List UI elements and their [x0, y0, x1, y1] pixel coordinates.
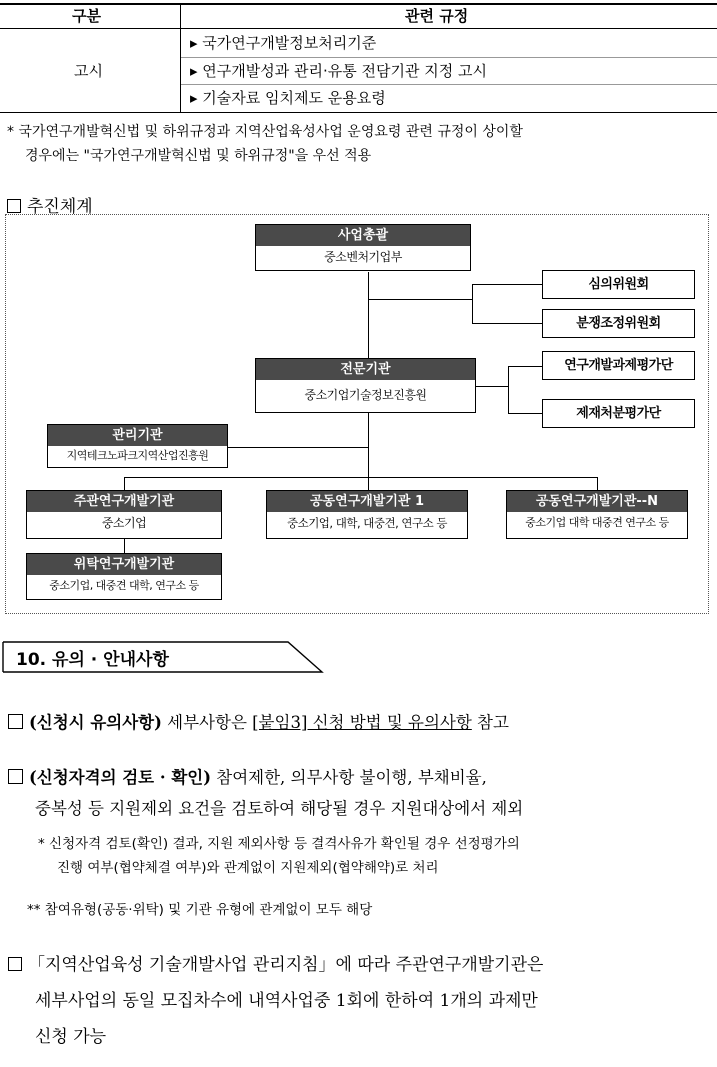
org-node-lead [26, 490, 222, 539]
header-category: 구분 [72, 7, 101, 25]
node-title: 사업총괄 [256, 225, 470, 246]
org-node-center [255, 358, 476, 413]
eligibility-note1-line1: * 신청자격 검토(확인) 결과, 지원 제외사항 등 결격사유가 확인될 경우 선정평가의 [38, 836, 520, 852]
p1-text: 세부사항은 [161, 713, 253, 732]
p1-bold: (신청시 유의사항) [29, 713, 162, 732]
checkbox-square-icon [8, 769, 23, 784]
node-body: 중소기업 [101, 516, 147, 530]
regulation-item: ▸ 연구개발성과 관리·유통 전담기관 지정 고시 [190, 62, 487, 80]
table-column-divider [180, 4, 181, 113]
paragraph-apply-notes [8, 709, 509, 737]
category-cell: 고시 [74, 62, 103, 80]
p3-line1: 「지역산업육성 기술개발사업 관리지침」에 따라 주관연구개발기관은 [28, 955, 544, 975]
connector-line [368, 413, 369, 490]
table-note-line2: 경우에는 "국가연구개발혁신법 및 하위규정"을 우선 적용 [25, 148, 372, 164]
connector-line [476, 386, 508, 387]
org-node-joint1 [266, 490, 468, 539]
connector-line [472, 323, 542, 324]
table-row-rule [181, 84, 717, 85]
node-body: 중소기업기술정보진흥원 [304, 388, 427, 402]
connector-line [228, 447, 369, 448]
eligibility-note1-line2: 진행 여부(협약체결 여부)와 관계없이 지원제외(협약해약)로 처리 [57, 860, 439, 876]
eval-box: 제재처분평가단 [542, 399, 695, 428]
paragraph-eligibility-line2: 중복성 등 지원제외 요건을 검토하여 해당될 경우 지원대상에서 제외 [35, 799, 524, 818]
connector-line [124, 477, 125, 490]
node-title: 전문기관 [256, 359, 475, 380]
p2-line1: 참여제한, 의무사항 불이행, 부채비율, [211, 768, 487, 787]
connector-line [597, 477, 598, 490]
node-body: 중소기업, 대학, 대중견, 연구소 등 [286, 516, 447, 530]
connector-line [368, 299, 472, 300]
node-body: 중소기업, 대중견 대학, 연구소 등 [49, 579, 199, 592]
committee-box: 심의위원회 [542, 270, 695, 299]
table-top-rule [0, 3, 717, 5]
checkbox-square-icon [7, 199, 21, 213]
committee-box: 분쟁조정위원회 [542, 309, 695, 338]
section-heading: 10. 유의 · 안내사항 [16, 650, 169, 670]
checkbox-square-icon [8, 957, 22, 971]
checkbox-square-icon [8, 714, 23, 729]
connector-line [124, 477, 598, 478]
node-body: 지역테크노파크지역산업진흥원 [66, 449, 209, 462]
connector-line [472, 284, 473, 324]
paragraph-guideline-line2: 세부사업의 동일 모집차수에 내역사업중 1회에 한하여 1개의 과제만 [35, 991, 538, 1011]
table-note-line1: * 국가연구개발혁신법 및 하위규정과 지역산업육성사업 운영요령 관련 규정이 상이할 [7, 124, 523, 140]
eligibility-note2: ** 참여유형(공동·위탁) 및 기관 유형에 관계없이 모두 해당 [27, 902, 373, 918]
regulation-item: ▸ 기술자료 임치제도 운용요령 [190, 89, 386, 107]
org-node-top [255, 224, 471, 271]
node-title: 주관연구개발기관 [27, 491, 221, 512]
connector-line [508, 366, 542, 367]
node-body: 중소기업 대학 대중견 연구소 등 [525, 516, 669, 529]
p1-reference: [붙임3] 신청 방법 및 유의사항 [252, 713, 472, 732]
node-body: 중소벤처기업부 [324, 250, 402, 264]
connector-line [368, 272, 369, 358]
header-regulation: 관련 규정 [405, 7, 469, 25]
org-node-consign [26, 553, 222, 600]
connector-line [124, 539, 125, 553]
org-node-manager [47, 424, 228, 468]
paragraph-eligibility-line1 [8, 764, 487, 792]
eval-box: 연구개발과제평가단 [542, 351, 695, 380]
org-node-jointN [506, 490, 688, 539]
connector-line [472, 284, 542, 285]
table-header-rule [0, 28, 717, 29]
paragraph-guideline-line1 [8, 948, 543, 982]
connector-line [508, 366, 509, 414]
connector-line [508, 413, 542, 414]
node-title: 공동연구개발기관--N [507, 491, 687, 512]
table-bottom-rule [0, 112, 717, 113]
paragraph-guideline-line3: 신청 가능 [35, 1027, 107, 1047]
node-title: 관리기관 [48, 425, 227, 446]
node-title: 위탁연구개발기관 [27, 554, 221, 575]
table-row-rule [181, 57, 717, 58]
p2-bold: (신청자격의 검토 · 확인) [29, 768, 212, 787]
promotion-heading-text: 추진체계 [27, 197, 93, 217]
regulation-item: ▸ 국가연구개발정보처리기준 [190, 34, 377, 52]
node-title: 공동연구개발기관 1 [267, 491, 467, 512]
p1-tail: 참고 [471, 713, 509, 732]
